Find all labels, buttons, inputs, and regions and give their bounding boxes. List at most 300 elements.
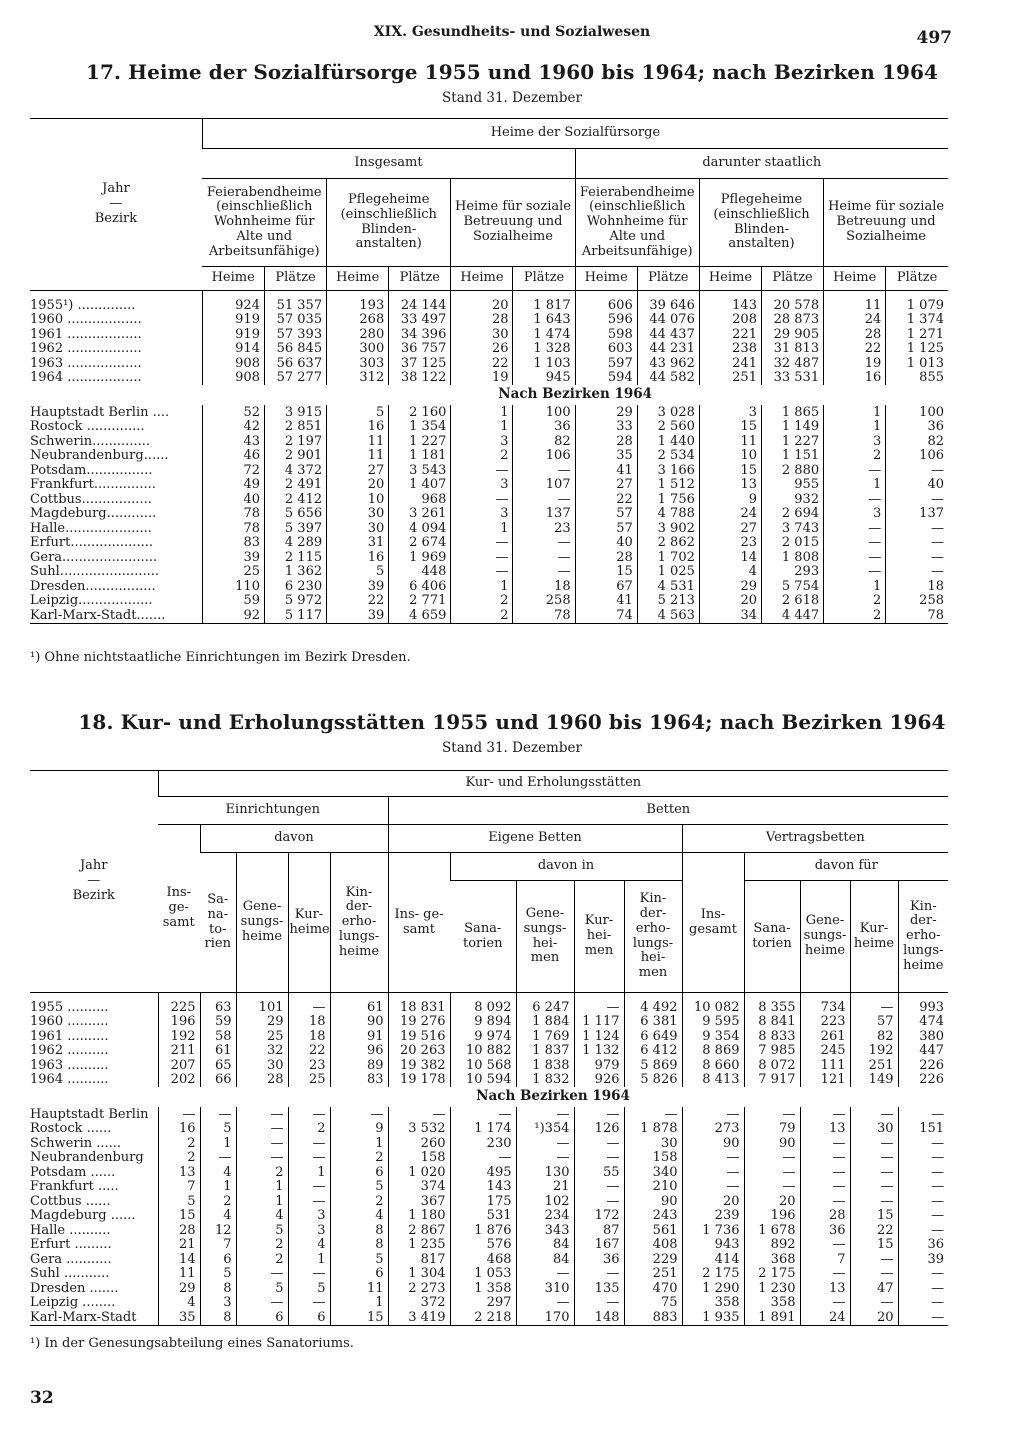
table-cell: 78 bbox=[202, 521, 264, 536]
table-cell: 56 845 bbox=[264, 342, 326, 357]
vertragsbetten-header: Vertragsbetten bbox=[682, 825, 948, 853]
table-cell: 926 bbox=[574, 1073, 624, 1088]
table-cell: 13 bbox=[158, 1165, 200, 1180]
table-cell: — bbox=[744, 1107, 800, 1122]
table-cell: 225 bbox=[158, 1000, 200, 1015]
table-cell: 192 bbox=[850, 1044, 898, 1059]
spacer-cell bbox=[575, 291, 637, 299]
table-cell: 2 bbox=[330, 1194, 388, 1209]
table-cell: 3 532 bbox=[388, 1122, 450, 1137]
table-cell: 1 bbox=[451, 405, 513, 420]
table-cell: — bbox=[824, 550, 886, 565]
sub-heime: Heime bbox=[327, 267, 389, 291]
spacer-cell bbox=[637, 291, 699, 299]
table-cell: 1 935 bbox=[682, 1310, 744, 1325]
table-cell: 6 bbox=[288, 1310, 330, 1325]
table-cell: — bbox=[574, 1151, 624, 1166]
table-cell: 12 bbox=[200, 1223, 236, 1238]
col-feierabendheime-staatlich: Feierabendheime (einschließlich Wohnheime für Alte und Arbeitsunfähige) bbox=[575, 179, 699, 267]
table-cell: — bbox=[850, 1136, 898, 1151]
table-cell: 1 304 bbox=[388, 1267, 450, 1282]
table-cell: 883 bbox=[624, 1310, 682, 1325]
table-cell: 55 bbox=[574, 1165, 624, 1180]
row-label: Hauptstadt Berlin bbox=[30, 1106, 149, 1122]
table-cell: 193 bbox=[327, 298, 389, 313]
table-cell: 1 230 bbox=[744, 1281, 800, 1296]
table-cell: — bbox=[236, 1151, 288, 1166]
table-18-body bbox=[30, 993, 948, 1326]
table-cell: 3 bbox=[288, 1223, 330, 1238]
table-cell: 9 974 bbox=[450, 1029, 516, 1044]
table-cell: 1 407 bbox=[389, 478, 451, 493]
table-cell: 6 381 bbox=[624, 1015, 682, 1030]
col-vertrag-genesung: Gene- sungs- heime bbox=[800, 881, 850, 993]
spacer-cell bbox=[682, 993, 744, 1001]
table-cell: 2 bbox=[236, 1165, 288, 1180]
table-cell: 230 bbox=[450, 1136, 516, 1151]
table-cell: 9 595 bbox=[682, 1015, 744, 1030]
table-cell: 24 bbox=[699, 507, 761, 522]
table-cell: 293 bbox=[761, 565, 823, 580]
table-cell: 979 bbox=[574, 1058, 624, 1073]
table-cell: 5 869 bbox=[624, 1058, 682, 1073]
table-cell: 100 bbox=[886, 405, 948, 420]
row-label: 1962 .................. bbox=[30, 341, 142, 357]
table-cell: 1 769 bbox=[516, 1029, 574, 1044]
table-row bbox=[30, 1165, 948, 1180]
table-cell: 90 bbox=[330, 1015, 388, 1030]
table-row bbox=[30, 1180, 948, 1195]
table-row bbox=[30, 492, 948, 507]
row-label: Karl-Marx-Stadt bbox=[30, 1309, 137, 1325]
table-cell: 606 bbox=[575, 298, 637, 313]
group-staatlich: darunter staatlich bbox=[575, 149, 948, 179]
section-row bbox=[30, 385, 948, 405]
table-cell: 300 bbox=[327, 342, 389, 357]
row-label: Erfurt.................... bbox=[30, 535, 153, 551]
table-cell: 1 bbox=[330, 1136, 388, 1151]
table-cell: 3 743 bbox=[761, 521, 823, 536]
table-cell: 4 bbox=[158, 1296, 200, 1311]
table-cell: 11 bbox=[824, 298, 886, 313]
table-cell: 29 bbox=[699, 579, 761, 594]
sub-heime: Heime bbox=[699, 267, 761, 291]
table-cell: 35 bbox=[575, 449, 637, 464]
col-vertrag-kur: Kur- heime bbox=[850, 881, 898, 993]
row-label: Suhl ........... bbox=[30, 1266, 110, 1282]
table-cell: — bbox=[682, 1180, 744, 1195]
stub-header: Jahr — Bezirk bbox=[30, 771, 158, 993]
table-cell: 221 bbox=[699, 327, 761, 342]
table-cell: 41 bbox=[575, 594, 637, 609]
table-cell: 932 bbox=[761, 492, 823, 507]
table-cell: 2 197 bbox=[264, 434, 326, 449]
table-cell: 943 bbox=[682, 1238, 744, 1253]
table-cell: 367 bbox=[388, 1194, 450, 1209]
table-row bbox=[30, 434, 948, 449]
table-row bbox=[30, 1073, 948, 1088]
table-cell: 52 bbox=[202, 405, 264, 420]
table-cell: — bbox=[886, 521, 948, 536]
table-cell: 8 413 bbox=[682, 1073, 744, 1088]
table-row bbox=[30, 1029, 948, 1044]
table-cell: — bbox=[624, 1107, 682, 1122]
table-cell: — bbox=[516, 1107, 574, 1122]
table-cell: — bbox=[682, 1165, 744, 1180]
table-cell: 11 bbox=[330, 1281, 388, 1296]
table-cell: 251 bbox=[624, 1267, 682, 1282]
table-row bbox=[30, 405, 948, 420]
table-cell: 15 bbox=[158, 1209, 200, 1224]
table-cell: 2 bbox=[451, 594, 513, 609]
table-cell: — bbox=[513, 536, 575, 551]
table-row bbox=[30, 550, 948, 565]
row-label: Frankfurt............... bbox=[30, 477, 156, 493]
table-cell: 2 bbox=[200, 1194, 236, 1209]
sub-plaetze: Plätze bbox=[513, 267, 575, 291]
table-cell: — bbox=[330, 1107, 388, 1122]
table-row bbox=[30, 420, 948, 435]
table-cell: 5 bbox=[200, 1122, 236, 1137]
col-vertrag-insgesamt: Ins- gesamt bbox=[682, 853, 744, 993]
row-label: Halle..................... bbox=[30, 520, 152, 536]
table-cell: — bbox=[850, 1252, 898, 1267]
table-cell: — bbox=[574, 1267, 624, 1282]
table-cell: 6 bbox=[330, 1267, 388, 1282]
row-label: Dresden................. bbox=[30, 578, 156, 594]
table-cell: — bbox=[744, 1165, 800, 1180]
table-cell: 2 880 bbox=[761, 463, 823, 478]
row-label: Leipzig ........ bbox=[30, 1295, 116, 1311]
table-cell: 28 bbox=[800, 1209, 850, 1224]
table-cell: 143 bbox=[699, 298, 761, 313]
table-cell: 38 122 bbox=[389, 371, 451, 386]
table-cell: 2 867 bbox=[388, 1223, 450, 1238]
table-cell: 258 bbox=[886, 594, 948, 609]
table-cell: 211 bbox=[158, 1044, 200, 1059]
table-cell: 1 bbox=[451, 420, 513, 435]
table-cell: 36 bbox=[886, 420, 948, 435]
table-17-footnote: ¹) Ohne nichtstaatliche Einrichtungen im Bezirk Dresden. bbox=[30, 650, 411, 665]
group-einrichtungen: Einrichtungen bbox=[158, 797, 388, 825]
table-cell: 4 094 bbox=[389, 521, 451, 536]
table-row bbox=[30, 449, 948, 464]
section-spacer bbox=[30, 1087, 158, 1107]
page-header bbox=[0, 18, 1024, 48]
table-cell: 79 bbox=[744, 1122, 800, 1137]
table-cell: 1 702 bbox=[637, 550, 699, 565]
table-cell: 1 103 bbox=[513, 356, 575, 371]
table-cell: 1 290 bbox=[682, 1281, 744, 1296]
table-row bbox=[30, 1015, 948, 1030]
table-cell: 32 487 bbox=[761, 356, 823, 371]
table-cell: 243 bbox=[624, 1209, 682, 1224]
table-cell: 13 bbox=[800, 1281, 850, 1296]
table-cell: 531 bbox=[450, 1209, 516, 1224]
table-cell: 208 bbox=[699, 313, 761, 328]
table-cell: 58 bbox=[200, 1029, 236, 1044]
table-cell: 3 166 bbox=[637, 463, 699, 478]
table-17-title: 17. Heime der Sozialfürsorge 1955 und 1960 bis 1964; nach Bezirken 1964 bbox=[85, 60, 939, 84]
group-betten: Betten bbox=[388, 797, 948, 825]
table-cell: 1 bbox=[236, 1194, 288, 1209]
table-cell: 87 bbox=[574, 1223, 624, 1238]
table-cell: 57 277 bbox=[264, 371, 326, 386]
spacer-cell bbox=[800, 993, 850, 1001]
table-cell: 6 649 bbox=[624, 1029, 682, 1044]
table-row bbox=[30, 1136, 948, 1151]
table-cell: 33 497 bbox=[389, 313, 451, 328]
table-cell: 6 406 bbox=[389, 579, 451, 594]
table-cell: 84 bbox=[516, 1252, 574, 1267]
table-cell: 149 bbox=[850, 1073, 898, 1088]
table-cell: 16 bbox=[327, 550, 389, 565]
table-cell: — bbox=[850, 1000, 898, 1015]
table-cell: — bbox=[850, 1267, 898, 1282]
table-cell: — bbox=[886, 550, 948, 565]
table-cell: 598 bbox=[575, 327, 637, 342]
table-cell: — bbox=[451, 550, 513, 565]
table-cell: 4 563 bbox=[637, 608, 699, 623]
sub-heime: Heime bbox=[451, 267, 513, 291]
table-cell: 2 015 bbox=[761, 536, 823, 551]
table-cell: 7 bbox=[158, 1180, 200, 1195]
sub-heime: Heime bbox=[575, 267, 637, 291]
table-cell: — bbox=[450, 1151, 516, 1166]
table-cell: 855 bbox=[886, 371, 948, 386]
spacer-cell bbox=[330, 993, 388, 1001]
table-cell: 1 837 bbox=[516, 1044, 574, 1059]
table-cell: 1 891 bbox=[744, 1310, 800, 1325]
table-cell: 19 276 bbox=[388, 1015, 450, 1030]
table-cell: 2 273 bbox=[388, 1281, 450, 1296]
table-cell: 3 bbox=[451, 434, 513, 449]
table-cell: 1 bbox=[824, 579, 886, 594]
table-cell: 9 894 bbox=[450, 1015, 516, 1030]
table-cell: 2 bbox=[451, 449, 513, 464]
table-cell: 22 bbox=[575, 492, 637, 507]
row-label: Cottbus................. bbox=[30, 491, 152, 507]
table-cell: 34 396 bbox=[389, 327, 451, 342]
table-cell: — bbox=[824, 492, 886, 507]
table-cell: 258 bbox=[513, 594, 575, 609]
table-cell: 63 bbox=[200, 1000, 236, 1015]
section-row bbox=[30, 1087, 948, 1107]
table-cell: 196 bbox=[744, 1209, 800, 1224]
table-cell: 72 bbox=[202, 463, 264, 478]
table-cell: 2 bbox=[158, 1151, 200, 1166]
table-cell: 245 bbox=[800, 1044, 850, 1059]
table-cell: — bbox=[898, 1209, 948, 1224]
table-cell: — bbox=[288, 1180, 330, 1195]
table-cell: 30 bbox=[236, 1058, 288, 1073]
table-cell: 468 bbox=[450, 1252, 516, 1267]
table-cell: 892 bbox=[744, 1238, 800, 1253]
table-row bbox=[30, 1310, 948, 1325]
table-cell: 3 bbox=[451, 478, 513, 493]
table-cell: 1 bbox=[200, 1180, 236, 1195]
spacer-cell bbox=[699, 291, 761, 299]
table-cell: 908 bbox=[202, 356, 264, 371]
table-cell: 29 bbox=[575, 405, 637, 420]
table-cell: — bbox=[574, 1194, 624, 1209]
table-cell: 27 bbox=[575, 478, 637, 493]
table-cell: 229 bbox=[624, 1252, 682, 1267]
table-cell: 374 bbox=[388, 1180, 450, 1195]
table-cell: 28 bbox=[236, 1073, 288, 1088]
table-cell: — bbox=[898, 1194, 948, 1209]
table-cell: — bbox=[744, 1151, 800, 1166]
table-cell: 23 bbox=[288, 1058, 330, 1073]
table-cell: — bbox=[288, 1151, 330, 1166]
table-cell: 993 bbox=[898, 1000, 948, 1015]
table-cell: 945 bbox=[513, 371, 575, 386]
table-cell: 1 bbox=[451, 521, 513, 536]
table-cell: 66 bbox=[200, 1073, 236, 1088]
table-cell: 280 bbox=[327, 327, 389, 342]
table-cell: 29 bbox=[158, 1281, 200, 1296]
table-cell: 11 bbox=[327, 449, 389, 464]
table-row bbox=[30, 1044, 948, 1059]
table-cell: 6 bbox=[200, 1252, 236, 1267]
table-cell: 2 534 bbox=[637, 449, 699, 464]
table-cell: — bbox=[744, 1180, 800, 1195]
row-label: Erfurt ......... bbox=[30, 1237, 112, 1253]
table-cell: — bbox=[898, 1107, 948, 1122]
table-cell: — bbox=[824, 536, 886, 551]
table-cell: 57 393 bbox=[264, 327, 326, 342]
table-cell: 4 bbox=[200, 1209, 236, 1224]
table-cell: 223 bbox=[800, 1015, 850, 1030]
table-cell: 2 bbox=[330, 1151, 388, 1166]
table-cell: 1 876 bbox=[450, 1223, 516, 1238]
table-cell: 15 bbox=[850, 1238, 898, 1253]
table-18-title: 18. Kur- und Erholungsstätten 1955 und 1960 bis 1964; nach Bezirken 1964 bbox=[78, 710, 946, 734]
table-cell: 90 bbox=[744, 1136, 800, 1151]
table-cell: — bbox=[850, 1194, 898, 1209]
table-cell: 15 bbox=[575, 565, 637, 580]
table-cell: 4 788 bbox=[637, 507, 699, 522]
table-cell: 1 079 bbox=[886, 298, 948, 313]
table-cell: 39 bbox=[327, 608, 389, 623]
row-label: Neubrandenburg...... bbox=[30, 448, 169, 464]
table-cell: 110 bbox=[202, 579, 264, 594]
table-cell: 56 637 bbox=[264, 356, 326, 371]
table-cell: 65 bbox=[200, 1058, 236, 1073]
table-cell: 3 028 bbox=[637, 405, 699, 420]
table-cell: 5 213 bbox=[637, 594, 699, 609]
table-cell: — bbox=[800, 1107, 850, 1122]
table-cell: 20 263 bbox=[388, 1044, 450, 1059]
table-cell: 4 372 bbox=[264, 463, 326, 478]
table-cell: 83 bbox=[202, 536, 264, 551]
table-cell: 5 826 bbox=[624, 1073, 682, 1088]
row-label: 1961 .................. bbox=[30, 326, 142, 342]
table-17 bbox=[30, 118, 948, 624]
col-kurheime: Kur- heime bbox=[288, 853, 330, 993]
table-cell: 82 bbox=[886, 434, 948, 449]
table-cell: 31 813 bbox=[761, 342, 823, 357]
col-sanatorien: Sa- na- to- rien bbox=[200, 853, 236, 993]
table-cell: — bbox=[200, 1107, 236, 1122]
col-insgesamt: Ins- ge- samt bbox=[158, 825, 200, 993]
row-label: Karl-Marx-Stadt....... bbox=[30, 607, 166, 623]
table-cell: 30 bbox=[850, 1122, 898, 1137]
table-cell: 1 884 bbox=[516, 1015, 574, 1030]
table-cell: 5 397 bbox=[264, 521, 326, 536]
table-cell: 91 bbox=[330, 1029, 388, 1044]
table-cell: — bbox=[288, 1107, 330, 1122]
running-head: XIX. Gesundheits- und Sozialwesen bbox=[373, 24, 651, 40]
table-cell: 1 643 bbox=[513, 313, 575, 328]
sub-plaetze: Plätze bbox=[389, 267, 451, 291]
table-cell: 24 144 bbox=[389, 298, 451, 313]
table-cell: 22 bbox=[451, 356, 513, 371]
table-cell: 15 bbox=[850, 1209, 898, 1224]
table-cell: — bbox=[800, 1194, 850, 1209]
table-cell: — bbox=[886, 463, 948, 478]
table-cell: 1 832 bbox=[516, 1073, 574, 1088]
table-17-subtitle: Stand 31. Dezember bbox=[442, 90, 582, 106]
table-cell: 20 bbox=[327, 478, 389, 493]
table-cell: — bbox=[898, 1310, 948, 1325]
spacer-cell bbox=[288, 993, 330, 1001]
col-soziale-heime: Heime für soziale Betreuung und Sozialheime bbox=[451, 179, 575, 267]
table-cell: 19 382 bbox=[388, 1058, 450, 1073]
table-cell: 10 568 bbox=[450, 1058, 516, 1073]
sub-heime: Heime bbox=[824, 267, 886, 291]
table-cell: 19 516 bbox=[388, 1029, 450, 1044]
table-cell: 24 bbox=[800, 1310, 850, 1325]
table-cell: 303 bbox=[327, 356, 389, 371]
table-cell: 2 115 bbox=[264, 550, 326, 565]
table-cell: 1 736 bbox=[682, 1223, 744, 1238]
table-cell: 8 869 bbox=[682, 1044, 744, 1059]
table-cell: 25 bbox=[236, 1029, 288, 1044]
table-cell: 16 bbox=[158, 1122, 200, 1137]
table-cell: 7 917 bbox=[744, 1073, 800, 1088]
table-cell: 10 bbox=[327, 492, 389, 507]
table-cell: 15 bbox=[699, 463, 761, 478]
table-cell: 2 bbox=[236, 1238, 288, 1253]
table-cell: 5 bbox=[330, 1180, 388, 1195]
table-cell: 1 969 bbox=[389, 550, 451, 565]
table-cell: 5 656 bbox=[264, 507, 326, 522]
table-cell: 33 bbox=[575, 420, 637, 435]
table-cell: 14 bbox=[699, 550, 761, 565]
table-cell: 3 419 bbox=[388, 1310, 450, 1325]
table-cell: 594 bbox=[575, 371, 637, 386]
table-cell: 36 bbox=[574, 1252, 624, 1267]
table-cell: 1 328 bbox=[513, 342, 575, 357]
row-label: Potsdam ...... bbox=[30, 1164, 116, 1180]
table-cell: 49 bbox=[202, 478, 264, 493]
table-row bbox=[30, 1058, 948, 1073]
table-cell: 8 833 bbox=[744, 1029, 800, 1044]
table-cell: — bbox=[450, 1107, 516, 1122]
table-cell: 30 bbox=[624, 1136, 682, 1151]
table-cell: — bbox=[850, 1151, 898, 1166]
table-cell: 3 bbox=[824, 507, 886, 522]
table-cell: 1 bbox=[824, 420, 886, 435]
table-cell: 4 bbox=[699, 565, 761, 580]
table-cell: 20 bbox=[850, 1310, 898, 1325]
table-cell: 57 bbox=[850, 1015, 898, 1030]
table-cell: 44 582 bbox=[637, 371, 699, 386]
table-cell: 47 bbox=[850, 1281, 898, 1296]
table-cell: 33 531 bbox=[761, 371, 823, 386]
table-cell: 1 125 bbox=[886, 342, 948, 357]
